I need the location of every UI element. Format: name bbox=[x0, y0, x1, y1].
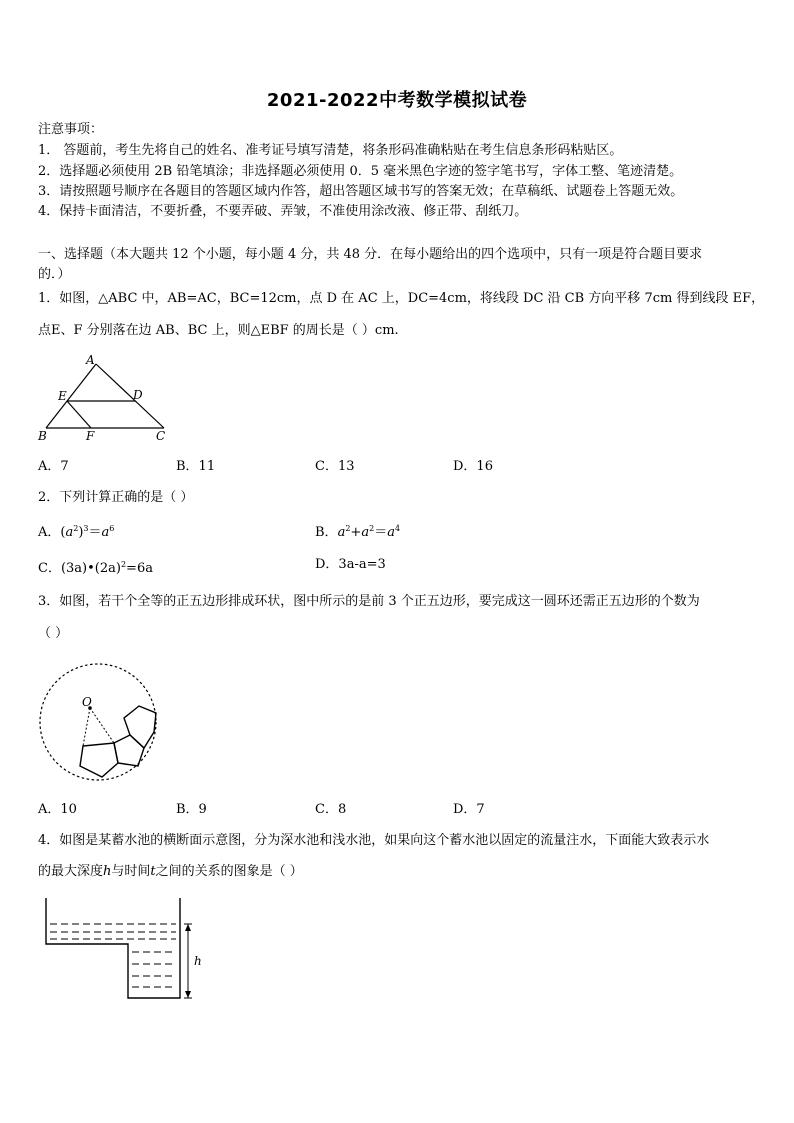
q3-stem-line-1: 3．如图，若干个全等的正五边形排成环状，图中所示的是前 3 个正五边形，要完成这一圆环还需正五边形的个数为 bbox=[38, 594, 700, 609]
q1-label-E: E bbox=[58, 389, 67, 403]
section-heading-line-1: 一、选择题（本大题共 12 个小题，每小题 4 分，共 48 分．在每小题给出的四个选项中，只有一项是符合题目要求 bbox=[38, 247, 703, 262]
q3-pentagon-ring-figure bbox=[36, 660, 171, 785]
q1-triangle-figure bbox=[36, 352, 176, 444]
q3-option-c: C．8 bbox=[315, 802, 347, 817]
q1-label-A: A bbox=[86, 353, 95, 367]
q2-stem: 2．下列计算正确的是（ ） bbox=[38, 490, 194, 505]
notice-item-4: 4．保持卡面清洁，不要折叠，不要弄破、弄皱，不准使用涂改液、修正带、刮纸刀。 bbox=[38, 204, 528, 219]
notice-heading: 注意事项： bbox=[38, 122, 104, 137]
q1-option-a: A．7 bbox=[38, 459, 69, 474]
q2-option-c: C．$(3a)•(2a)^2=6a$ bbox=[38, 560, 153, 576]
notice-item-1: 1． 答题前，考生先将自己的姓名、准考证号填写清楚，将条形码准确粘贴在考生信息条形码粘贴区。 bbox=[38, 143, 623, 158]
q1-label-D: D bbox=[133, 388, 143, 402]
q1-option-c: C．13 bbox=[315, 459, 355, 474]
q1-label-C: C bbox=[156, 429, 166, 443]
q3-option-d: D．7 bbox=[453, 802, 485, 817]
q1-option-b: B．11 bbox=[176, 459, 216, 474]
q4-reservoir-figure bbox=[40, 896, 220, 1006]
q1-label-F: F bbox=[86, 429, 95, 443]
q1-stem-line-2: 点E、F 分别落在边 AB、BC 上，则△EBF 的周长是（ ）cm. bbox=[38, 323, 399, 338]
q4-stem-line-1: 4．如图是某蓄水池的横断面示意图，分为深水池和浅水池，如果向这个蓄水池以固定的流量注水，下面能大致表示水 bbox=[38, 833, 710, 848]
q4-stem-line-2: 的最大深度h与时间t之间的关系的图象是（ ） bbox=[38, 864, 303, 879]
notice-item-2: 2．选择题必须使用 2B 铅笔填涂；非选择题必须使用 0．5 毫米黑色字迹的签字笔书写，字体工整、笔迹清楚。 bbox=[38, 164, 683, 179]
q2-option-d: D．3a-a=3 bbox=[315, 557, 386, 572]
page-title: 2021-2022中考数学模拟试卷 bbox=[266, 90, 528, 111]
notice-item-3: 3．请按照题号顺序在各题目的答题区域内作答，超出答题区域书写的答案无效；在草稿纸、试题卷上答题无效。 bbox=[38, 184, 684, 199]
q3-option-a: A．10 bbox=[38, 802, 77, 817]
q3-option-b: B．9 bbox=[176, 802, 207, 817]
q2-option-a: A．$(a^2)^3=a^6$ bbox=[38, 524, 115, 540]
q3-stem-line-2: （ ） bbox=[38, 626, 69, 641]
q2-option-b: B．$a^2+a^2=a^4$ bbox=[315, 524, 401, 540]
q1-stem-line-1: 1．如图，△ABC 中，AB=AC，BC=12cm，点 D 在 AC 上，DC=4cm，将线段 DC 沿 CB 方向平移 7cm 得到线段 EF， bbox=[38, 291, 765, 306]
section-heading-line-2: 的．） bbox=[38, 267, 71, 282]
q1-option-d: D．16 bbox=[453, 459, 493, 474]
q4-label-h: h bbox=[194, 954, 202, 968]
q3-label-O: O bbox=[82, 695, 92, 709]
q1-label-B: B bbox=[38, 429, 47, 443]
